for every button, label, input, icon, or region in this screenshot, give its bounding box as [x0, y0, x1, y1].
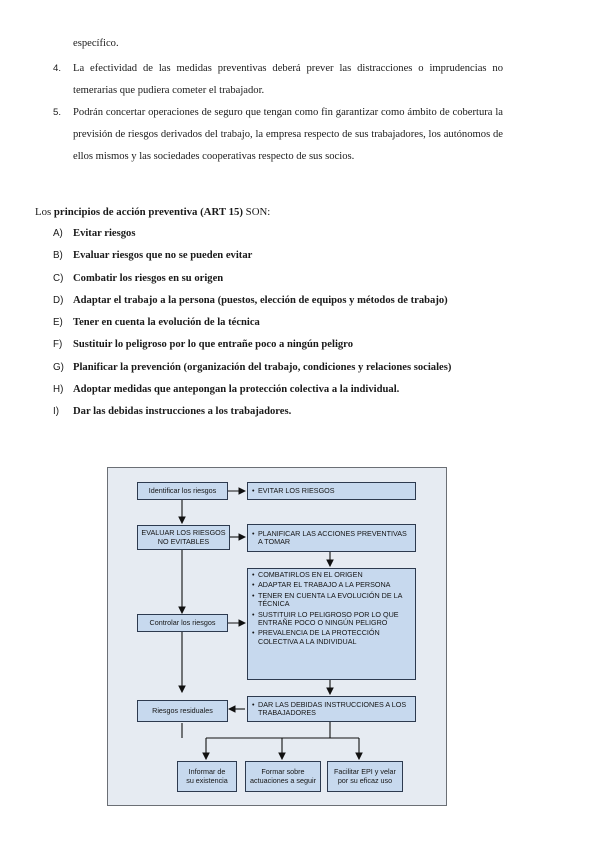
- avoid-risks-label: • EVITAR LOS RIESGOS: [252, 487, 335, 495]
- control-action-item: • TENER EN CUENTA LA EVOLUCIÓN DE LA TÉCNICA: [252, 592, 411, 609]
- principle-text: Evaluar riesgos que no se pueden evitar: [73, 250, 253, 262]
- principle-text: Adaptar el trabajo a la persona (puestos, elección de equipos y métodos de trabajo): [73, 294, 448, 306]
- principle-letter: H): [53, 384, 64, 396]
- principle-item: [53, 250, 573, 272]
- control-action-item: • ADAPTAR EL TRABAJO A LA PERSONA: [252, 581, 411, 589]
- plan-actions-label: • PLANIFICAR LAS ACCIONES PREVENTIVAS A TOMAR: [252, 530, 411, 547]
- principle-text: Evitar riesgos: [73, 228, 136, 239]
- principle-text: Dar las debidas instrucciones a los trabajadores.: [73, 406, 292, 418]
- principle-letter: A): [53, 228, 63, 239]
- item-text: Podrán concertar operaciones de seguro que tengan como fin garantizar como ámbito de cobertura la previsión de riesgos derivados del trabajo, la empresa respecto de sus trabajadores, los autónomos de ellos mismos y las sociedades cooperativas respecto de sus socios.: [73, 107, 503, 162]
- principle-letter: D): [53, 294, 64, 306]
- principle-text: Tener en cuenta la evolución de la técnica: [73, 317, 260, 329]
- principle-item: [53, 295, 573, 317]
- previous-text-tail: específico.: [73, 38, 119, 49]
- principle-letter: I): [53, 406, 59, 418]
- instructions-label: • DAR LAS DEBIDAS INSTRUCCIONES A LOS TRABAJADORES: [252, 701, 411, 718]
- train-box: [245, 761, 321, 792]
- control-actions-box: [247, 568, 416, 680]
- avoid-risks-box: [247, 482, 416, 500]
- principle-letter: B): [53, 250, 63, 262]
- principle-letter: C): [53, 272, 64, 284]
- principle-text: Adoptar medidas que antepongan la protección colectiva a la individual.: [73, 384, 400, 396]
- principle-item: [53, 362, 573, 384]
- train-label-1: Formar sobre: [261, 767, 305, 777]
- inform-box: [177, 761, 237, 792]
- control-risks-box: [137, 614, 228, 632]
- evaluate-risks-box: [137, 525, 230, 550]
- ppe-label-1: Facilitar EPI y velar: [334, 767, 396, 777]
- principle-letter: F): [53, 339, 63, 351]
- residual-risks-label: Riesgos residuales: [152, 705, 213, 715]
- numbered-item: [53, 58, 503, 102]
- principles-list: [53, 228, 573, 429]
- principle-text: Combatir los riesgos en su origen: [73, 272, 224, 284]
- risk-management-diagram: [107, 467, 447, 806]
- train-label-2: actuaciones a seguir: [250, 775, 316, 785]
- ppe-box: [327, 761, 403, 792]
- numbered-list: [53, 58, 503, 168]
- item-number: 4.: [53, 63, 62, 74]
- principle-item: [53, 228, 573, 250]
- intro-suffix: SON:: [242, 206, 271, 218]
- principle-item: [53, 273, 573, 295]
- inform-label-2: su existencia: [186, 775, 228, 785]
- principle-item: [53, 406, 573, 428]
- plan-actions-box: [247, 524, 416, 552]
- intro-prefix: Los: [35, 206, 54, 218]
- numbered-item: [53, 102, 503, 168]
- principle-item: [53, 384, 573, 406]
- identify-risks-label: Identificar los riesgos: [148, 485, 217, 495]
- residual-risks-box: [137, 700, 228, 722]
- intro-bold: principios de acción preventiva (ART 15): [53, 206, 243, 218]
- principle-text: Sustituir lo peligroso por lo que entrañe poco a ningún peligro: [73, 339, 353, 351]
- principle-item: [53, 339, 573, 361]
- item-number: 5.: [53, 107, 62, 118]
- principle-text: Planificar la prevención (organización del trabajo, condiciones y relaciones sociales): [73, 361, 452, 373]
- evaluate-risks-label-2: NO EVITABLES: [157, 536, 210, 546]
- identify-risks-box: [137, 482, 228, 500]
- control-risks-label: Controlar los riesgos: [149, 617, 216, 627]
- control-action-item: • PREVALENCIA DE LA PROTECCIÓN COLECTIVA A LA INDIVIDUAL: [252, 629, 411, 646]
- evaluate-risks-label-1: EVALUAR LOS RIESGOS: [141, 528, 226, 538]
- principles-intro: [35, 206, 270, 218]
- principle-letter: G): [53, 361, 64, 373]
- instructions-box: [247, 696, 416, 722]
- control-action-item: • SUSTITUIR LO PELIGROSO POR LO QUE ENTRAÑE POCO O NINGÚN PELIGRO: [252, 611, 411, 628]
- control-action-item: • COMBATIRLOS EN EL ORIGEN: [252, 571, 411, 579]
- inform-label-1: Informar de: [188, 767, 226, 777]
- item-text: La efectividad de las medidas preventivas deberá prever las distracciones o imprudencias no temerarias que pudiera cometer el trabajador.: [73, 63, 503, 96]
- principle-item: [53, 317, 573, 339]
- ppe-label-2: por su eficaz uso: [337, 775, 393, 785]
- principle-letter: E): [53, 317, 63, 329]
